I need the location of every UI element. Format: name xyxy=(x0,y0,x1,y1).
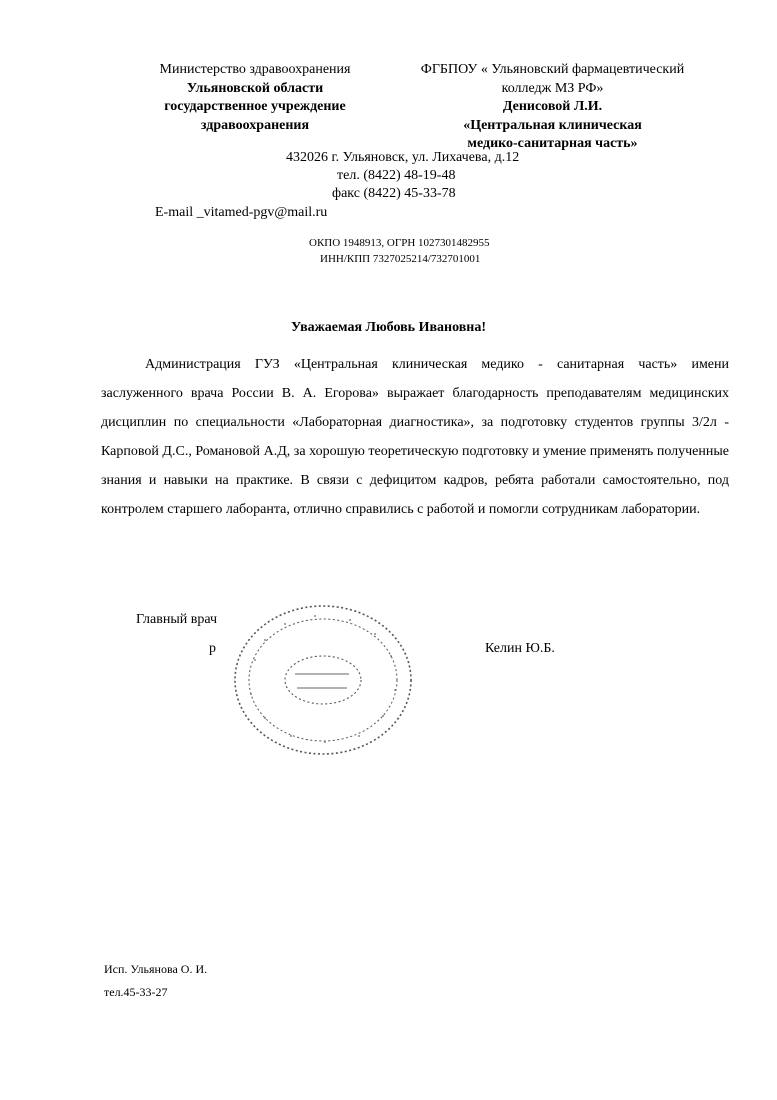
signature-name: Келин Ю.Б. xyxy=(485,641,555,656)
contact-phone: тел. (8422) 48-19-48 xyxy=(337,168,456,183)
recipient-college-cont: колледж МЗ РФ» xyxy=(501,80,604,96)
recipient-org: «Центральная клиническая xyxy=(463,117,642,133)
sender-ministry: Министерство здравоохранения xyxy=(159,62,351,77)
footer-phone: тел.45-33-27 xyxy=(104,985,168,999)
recipient-org-cont: медико-санитарная часть» xyxy=(467,136,638,151)
sender-region: Ульяновской области xyxy=(186,80,324,96)
signature-position: Главный врач xyxy=(136,612,218,627)
signature-fragment: р xyxy=(209,641,216,656)
contact-email: E-mail _vitamed-pgv@mail.ru xyxy=(155,205,328,220)
recipient-person: Денисовой Л.И. xyxy=(502,99,603,114)
contact-address: 432026 г. Ульяновск, ул. Лихачева, д.12 xyxy=(286,150,520,165)
recipient-college: ФГБПОУ « Ульяновский фармацевтический xyxy=(420,62,685,77)
contact-inn-kpp: ИНН/КПП 7327025214/732701001 xyxy=(320,253,481,265)
sender-block xyxy=(120,61,390,135)
contact-fax: факс (8422) 45-33-78 xyxy=(332,186,456,201)
contact-okpo-ogrn: ОКПО 1948913, ОГРН 1027301482955 xyxy=(309,237,490,249)
seal-stamp-icon xyxy=(225,600,420,760)
recipient-block xyxy=(395,61,710,154)
letter-salutation: Уважаемая Любовь Ивановна! xyxy=(290,320,487,335)
footer-executor: Исп. Ульянова О. И. xyxy=(104,962,208,976)
letter-body: Администрация ГУЗ «Центральная клиническая медико - санитарная часть» имени заслуженного врача России В. А. Егорова» выражает благодарность преподавателям медицинских дисциплин по специальности «Лабораторная диагностика», за подготовку студентов группы 3/2л - Карповой Д.С., Романовой А.Д, за хорошую теоретическую подготовку и умение применять полученные знания и навыки на практике. В связи с дефицитом кадров, ребята работали самостоятельно, под контролем старшего лаборанта, отлично справились с работой и помогли сотрудникам лаборатории. xyxy=(101,357,729,517)
sender-institution-field: здравоохранения xyxy=(200,117,310,133)
sender-institution-type: государственное учреждение xyxy=(164,99,346,114)
